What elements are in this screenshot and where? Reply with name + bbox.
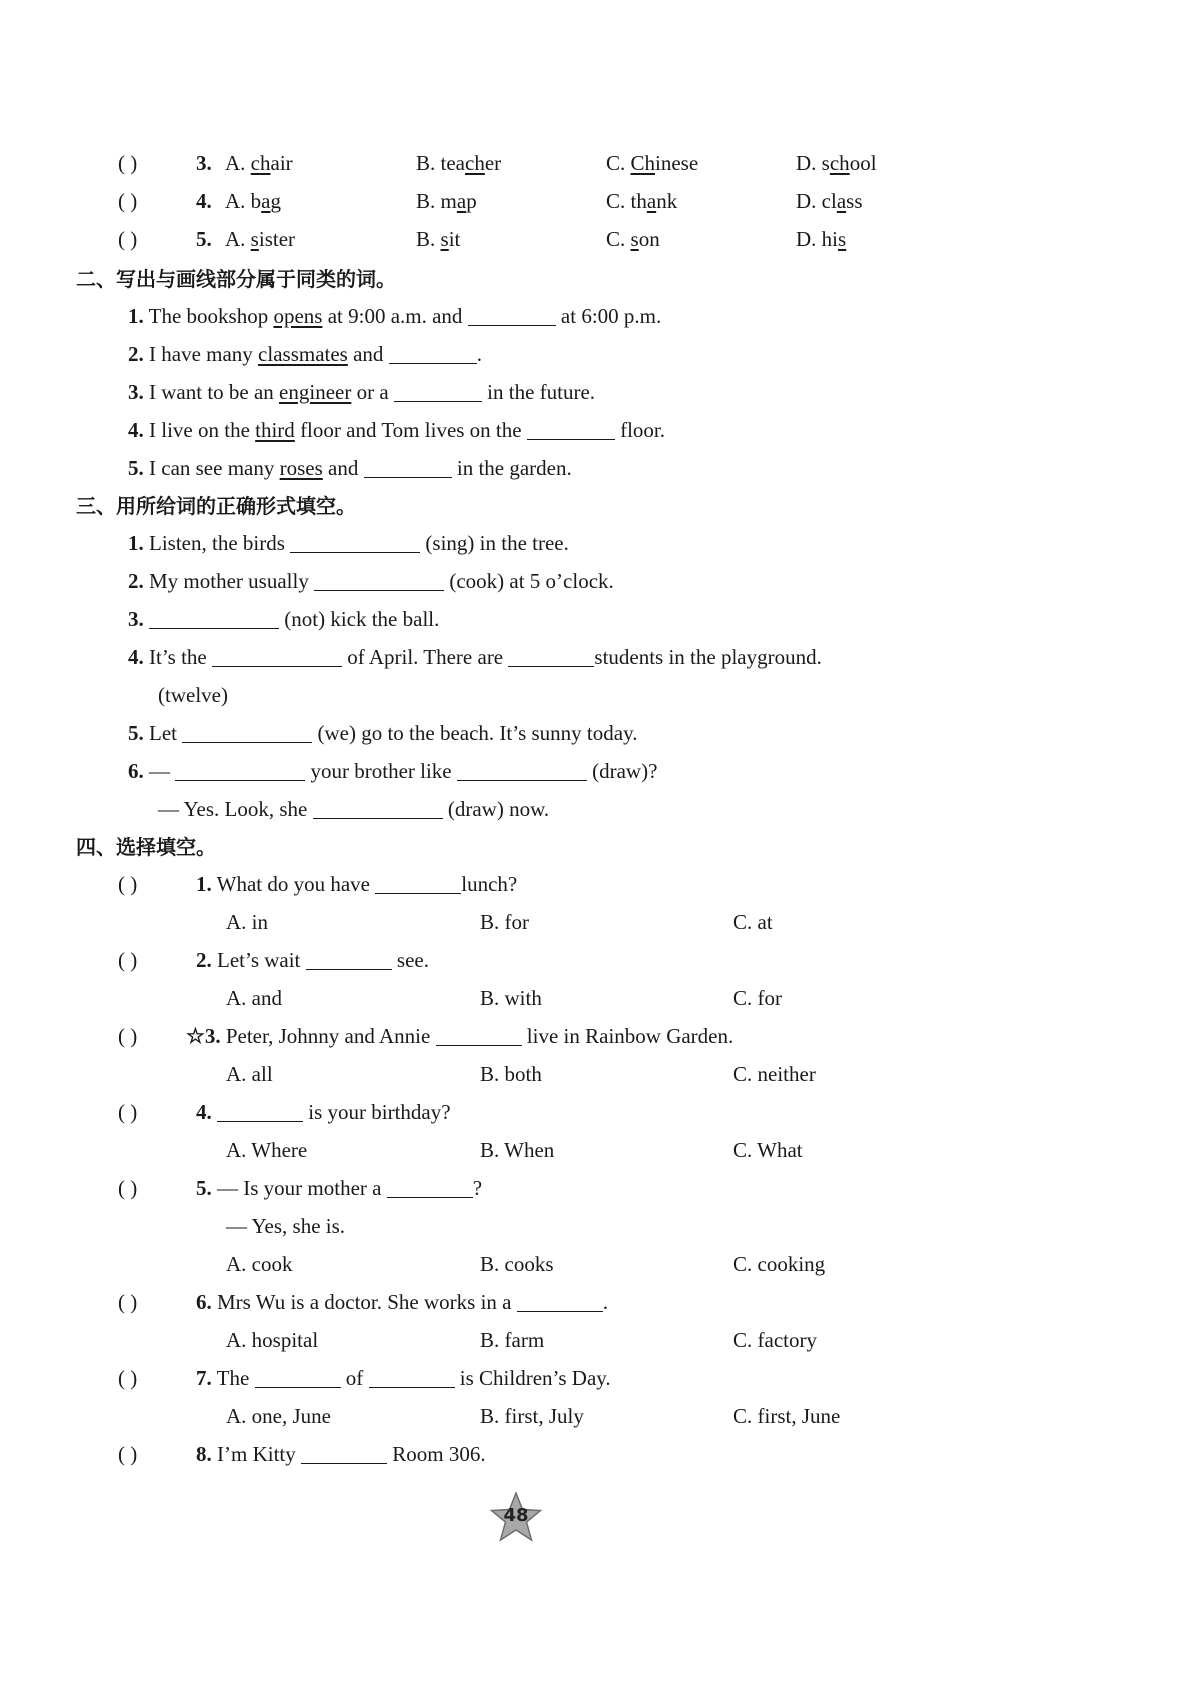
answer-paren[interactable]: ( ) xyxy=(118,948,138,972)
question-number: 5. xyxy=(196,227,212,251)
option-b: B. teacher xyxy=(416,151,502,175)
mc-question-5: ( ) 5. — Is your mother a ? xyxy=(0,1173,1190,1203)
mc-question-1: ( ) 1. What do you have lunch? xyxy=(0,869,1190,899)
answer-blank[interactable] xyxy=(182,722,312,743)
part1-row-4 xyxy=(0,186,1190,216)
section-heading-4: 四、选择填空。 xyxy=(76,835,216,859)
part2-item-4: 4. I live on the third floor and Tom lives on the floor. xyxy=(128,418,666,442)
answer-blank[interactable] xyxy=(389,343,477,364)
option-d: D. class xyxy=(796,189,863,213)
mc-options-5 xyxy=(0,1249,1190,1279)
part3-item-2: 2. My mother usually (cook) at 5 o’clock. xyxy=(128,569,614,593)
answer-paren[interactable]: ( ) xyxy=(118,151,138,175)
answer-blank[interactable] xyxy=(436,1025,522,1046)
section-heading-3: 三、用所给词的正确形式填空。 xyxy=(76,494,356,518)
part3-item-3: 3. (not) kick the ball. xyxy=(128,607,440,631)
star-question-number: ☆3. xyxy=(186,1024,221,1048)
mc-question-3: ( ) ☆3. Peter, Johnny and Annie live in Rainbow Garden. xyxy=(0,1021,1190,1051)
option-b: B. map xyxy=(416,189,477,213)
part3-item-6: 6. — your brother like (draw)? xyxy=(128,759,658,783)
option-c: C. thank xyxy=(606,189,678,213)
option-b: B. first, July xyxy=(480,1404,584,1428)
answer-blank[interactable] xyxy=(517,1291,603,1312)
mc-options-1 xyxy=(0,907,1190,937)
page-number-badge xyxy=(490,1492,542,1544)
mc-options-4 xyxy=(0,1135,1190,1165)
page-number: 48 xyxy=(503,1505,529,1526)
mc-question-4: ( ) 4. is your birthday? xyxy=(0,1097,1190,1127)
option-c: C. neither xyxy=(733,1062,816,1086)
answer-blank[interactable] xyxy=(375,873,461,894)
mc-question-5-line2: — Yes, she is. xyxy=(226,1214,346,1238)
part3-item-6-line2: — Yes. Look, she (draw) now. xyxy=(158,797,550,821)
part3-item-5: 5. Let (we) go to the beach. It’s sunny today. xyxy=(128,721,638,745)
question-number: 4. xyxy=(196,189,212,213)
option-d: D. his xyxy=(796,227,847,251)
answer-blank[interactable] xyxy=(212,646,342,667)
answer-blank[interactable] xyxy=(313,798,443,819)
option-a: A. one, June xyxy=(226,1404,331,1428)
part2-item-2: 2. I have many classmates and . xyxy=(128,342,482,366)
option-b: B. farm xyxy=(480,1328,545,1352)
answer-paren[interactable]: ( ) xyxy=(118,1024,138,1048)
question-number: 3. xyxy=(196,151,212,175)
option-b: B. When xyxy=(480,1138,555,1162)
answer-blank[interactable] xyxy=(290,532,420,553)
mc-question-8: ( ) 8. I’m Kitty Room 306. xyxy=(0,1439,1190,1469)
section-heading-2: 二、写出与画线部分属于同类的词。 xyxy=(76,267,396,291)
option-c: C. cooking xyxy=(733,1252,826,1276)
mc-options-6 xyxy=(0,1325,1190,1355)
mc-question-2: ( ) 2. Let’s wait see. xyxy=(0,945,1190,975)
answer-blank[interactable] xyxy=(306,949,392,970)
part1-row-5 xyxy=(0,224,1190,254)
answer-blank[interactable] xyxy=(314,570,444,591)
option-a: A. Where xyxy=(226,1138,308,1162)
answer-paren[interactable]: ( ) xyxy=(118,1290,138,1314)
option-b: B. sit xyxy=(416,227,461,251)
option-a: A. all xyxy=(226,1062,273,1086)
answer-paren[interactable]: ( ) xyxy=(118,872,138,896)
part3-item-4: 4. It’s the of April. There are students in the playground. xyxy=(128,645,822,669)
part1-row-3 xyxy=(0,148,1190,178)
option-a: A. sister xyxy=(225,227,296,251)
mc-options-2 xyxy=(0,983,1190,1013)
option-b: B. both xyxy=(480,1062,542,1086)
answer-blank[interactable] xyxy=(527,419,615,440)
option-a: A. hospital xyxy=(226,1328,319,1352)
mc-question-6: ( ) 6. Mrs Wu is a doctor. She works in a . xyxy=(0,1287,1190,1317)
answer-blank[interactable] xyxy=(508,646,594,667)
mc-options-3 xyxy=(0,1059,1190,1089)
part3-item-1: 1. Listen, the birds (sing) in the tree. xyxy=(128,531,569,555)
option-c: C. factory xyxy=(733,1328,817,1352)
answer-blank[interactable] xyxy=(217,1101,303,1122)
answer-blank[interactable] xyxy=(149,608,279,629)
answer-paren[interactable]: ( ) xyxy=(118,1442,138,1466)
part2-item-1: 1. The bookshop opens at 9:00 a.m. and at 6:00 p.m. xyxy=(128,304,662,328)
answer-paren[interactable]: ( ) xyxy=(118,1366,138,1390)
option-a: A. bag xyxy=(225,189,281,213)
answer-blank[interactable] xyxy=(255,1367,341,1388)
answer-blank[interactable] xyxy=(387,1177,473,1198)
option-a: A. in xyxy=(226,910,268,934)
option-c: C. son xyxy=(606,227,660,251)
option-a: A. chair xyxy=(225,151,293,175)
answer-paren[interactable]: ( ) xyxy=(118,227,138,251)
answer-paren[interactable]: ( ) xyxy=(118,189,138,213)
answer-blank[interactable] xyxy=(301,1443,387,1464)
part2-item-5: 5. I can see many roses and in the garden. xyxy=(128,456,572,480)
part2-item-3: 3. I want to be an engineer or a in the future. xyxy=(128,380,596,404)
option-a: A. and xyxy=(226,986,282,1010)
option-c: C. What xyxy=(733,1138,803,1162)
option-c: C. for xyxy=(733,986,782,1010)
option-c: C. at xyxy=(733,910,773,934)
mc-question-7: ( ) 7. The of is Children’s Day. xyxy=(0,1363,1190,1393)
answer-blank[interactable] xyxy=(364,457,452,478)
answer-blank[interactable] xyxy=(175,760,305,781)
option-a: A. cook xyxy=(226,1252,293,1276)
answer-blank[interactable] xyxy=(394,381,482,402)
option-b: B. cooks xyxy=(480,1252,554,1276)
answer-blank[interactable] xyxy=(457,760,587,781)
mc-options-7 xyxy=(0,1401,1190,1431)
answer-blank[interactable] xyxy=(468,305,556,326)
answer-paren[interactable]: ( ) xyxy=(118,1100,138,1124)
option-d: D. school xyxy=(796,151,877,175)
part3-item-4-line2: (twelve) xyxy=(158,683,228,707)
answer-blank[interactable] xyxy=(369,1367,455,1388)
option-c: C. Chinese xyxy=(606,151,699,175)
option-b: B. for xyxy=(480,910,529,934)
option-b: B. with xyxy=(480,986,542,1010)
answer-paren[interactable]: ( ) xyxy=(118,1176,138,1200)
option-c: C. first, June xyxy=(733,1404,841,1428)
